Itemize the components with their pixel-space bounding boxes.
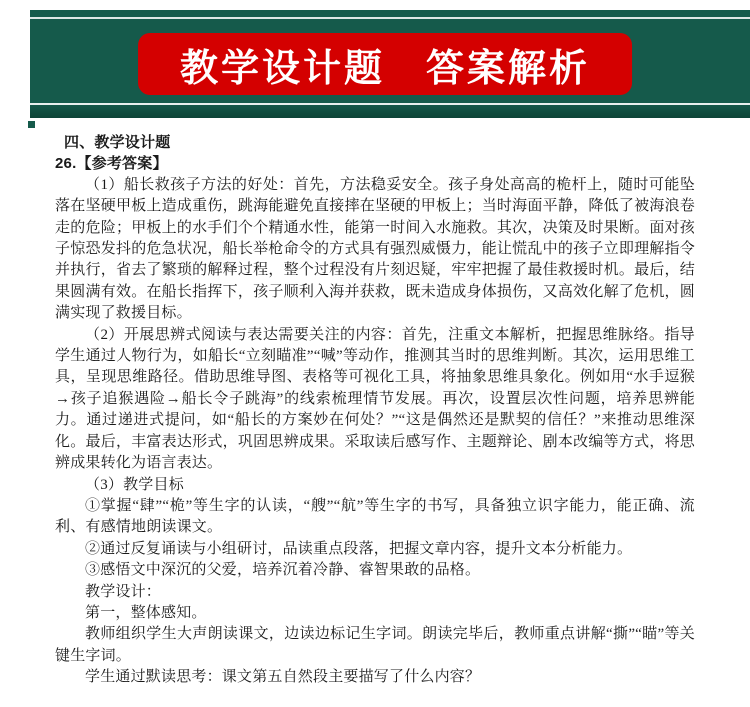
section-heading: 四、教学设计题 [64,134,171,151]
header-banner [30,10,750,118]
answer-paragraph: 教师组织学生大声朗读课文，边读边标记生字词。朗读完毕后，教师重点讲解“撕”“瞄”等关键生字词。 [55,626,695,664]
answer-paragraph: （1）船长救孩子方法的好处：首先，方法稳妥安全。孩子身处高高的桅杆上，随时可能坠落在坚硬甲板上造成重伤，跳海能避免直接摔在坚硬的甲板上；当时海面平静，降低了被海浪卷走的危险；甲板上的水手们个个精通水性，能第一时间入水施救。其次，决策及时果断。面对孩子惊恐发抖的危急状况，船长举枪命令的方式具有强烈威慑力，能让慌乱中的孩子立即理解指令并执行，省去了繁琐的解释过程，整个过程没有片刻迟疑，牢牢把握了最佳救援时机。最后，结果圆满有效。在船长指挥下，孩子顺利入海并获救，既未造成身体损伤，又高效化解了危机，圆满实现了救援目标。 [55,176,695,322]
page-title: 教学设计题 答案解析 [180,47,591,90]
title-box [138,33,632,95]
answer-paragraph: 学生通过默读思考：课文第五自然段主要描写了什么内容？ [85,669,481,686]
answer-paragraph: （3）教学目标 [85,476,184,493]
print-mark [28,121,35,128]
answer-paragraph: ②通过反复诵读与小组研讨，品读重点段落，把握文章内容，提升文本分析能力。 [85,540,633,557]
banner-top-rule [30,17,750,19]
answer-paragraph: ③感悟文中深沉的父爱，培养沉着冷静、睿智果敢的品格。 [85,562,481,579]
answer-paragraph: 教学设计： [85,583,162,600]
answer-heading: 26.【参考答案】 [55,155,168,173]
answer-paragraph: ①掌握“肆”“桅”等生字的认读，“艘”“航”等生字的书写，具备独立识字能力，能正确、流利、有感情地朗读课文。 [55,497,695,536]
answer-paragraph: （2）开展思辨式阅读与表达需要关注的内容：首先，注重文本解析，把握思维脉络。指导学生通过人物行为，如船长“立刻瞄准”“喊”等动作，推测其当时的思维判断。其次，运用思维工具，呈现思维路径。借助思维导图、表格等可视化工具，将抽象思维具象化。例如用“水手逗猴→孩子追猴遇险→船长令子跳海”的线索梳理情节发展。再次，设置层次性问题，培养思辨能力。通过递进式提问，如“船长的方案妙在何处？”“这是偶然还是默契的信任？”来推动思维深化。最后，丰富表达形式，巩固思辨成果。采取读后感写作、主题辩论、剧本改编等方式，将思辨成果转化为语言表达。 [55,326,695,472]
answer-content [0,132,750,689]
banner-bottom-rule [30,103,750,105]
answer-paragraph: 第一，整体感知。 [85,604,207,621]
